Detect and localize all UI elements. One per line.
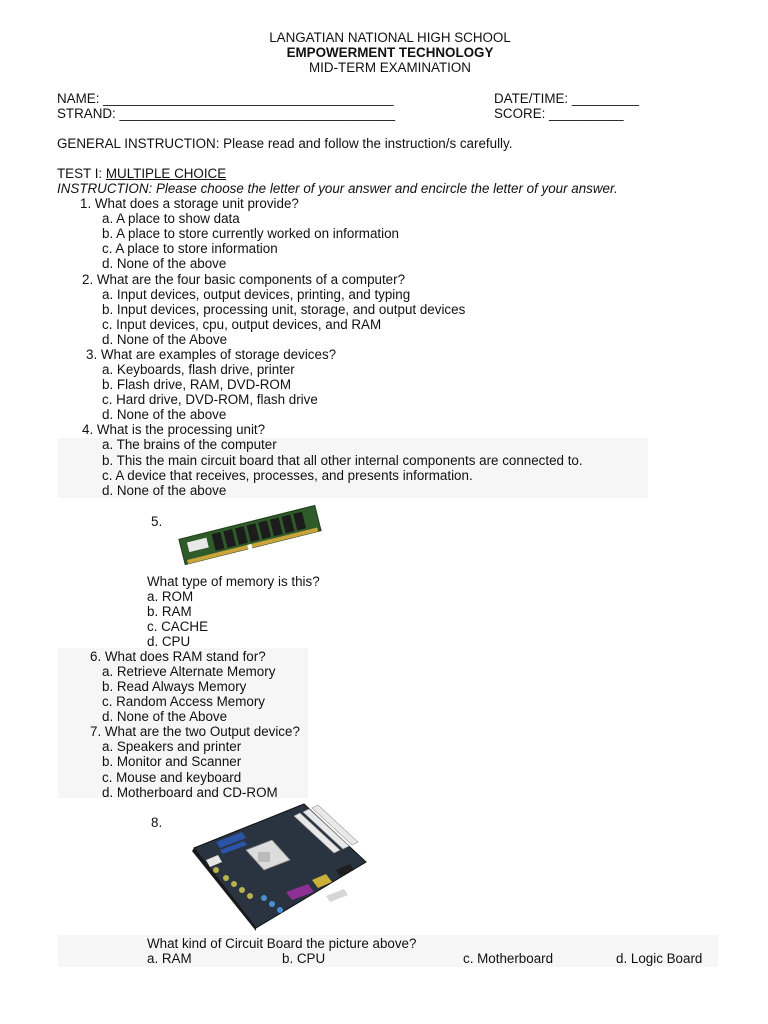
exam-title: MID-TERM EXAMINATION [309, 60, 471, 75]
option: c. Input devices, cpu, output devices, and RAM [102, 317, 382, 332]
option: a. Input devices, output devices, printing, and typing [102, 287, 411, 302]
option: c. Hard drive, DVD-ROM, flash drive [102, 392, 318, 407]
question-8: What kind of Circuit Board the picture above? [147, 936, 417, 951]
option: d. Motherboard and CD-ROM [102, 785, 278, 800]
option: b. This the main circuit board that all other internal components are connected to. [102, 453, 583, 468]
general-instruction: GENERAL INSTRUCTION: Please read and follow the instruction/s carefully. [57, 136, 513, 151]
option: b. CPU [282, 951, 326, 966]
test-instruction: INSTRUCTION: Please choose the letter of your answer and encircle the letter of your answer. [57, 181, 618, 196]
option: b. Read Always Memory [102, 679, 247, 694]
test-prefix: TEST I: [57, 166, 106, 181]
subject-title: EMPOWERMENT TECHNOLOGY [286, 45, 494, 60]
option: a. Keyboards, flash drive, printer [102, 362, 295, 377]
question-2: 2. What are the four basic components of a computer? [82, 272, 406, 287]
question-4: 4. What is the processing unit? [82, 422, 266, 437]
question-5-number: 5. [151, 514, 163, 529]
question-5: What type of memory is this? [147, 574, 320, 589]
ram-module-image [175, 500, 325, 570]
name-field: NAME: _______________________________________ [57, 91, 394, 106]
option: b. Flash drive, RAM, DVD-ROM [102, 377, 291, 392]
option: a. RAM [147, 951, 192, 966]
option: b. RAM [147, 604, 192, 619]
motherboard-image [186, 800, 372, 932]
option: c. Mouse and keyboard [102, 770, 242, 785]
option: a. The brains of the computer [102, 437, 277, 452]
option: b. Monitor and Scanner [102, 754, 242, 769]
option: c. Random Access Memory [102, 694, 265, 709]
option: d. None of the above [102, 483, 227, 498]
option: c. A place to store information [102, 241, 278, 256]
option: d. None of the Above [102, 709, 228, 724]
question-3: 3. What are examples of storage devices? [86, 347, 337, 362]
question-8-number: 8. [151, 815, 163, 830]
question-6: 6. What does RAM stand for? [90, 649, 266, 664]
strand-field: STRAND: _____________________________________ [57, 106, 396, 121]
option: c. A device that receives, processes, and presents information. [102, 468, 473, 483]
option: a. Speakers and printer [102, 739, 242, 754]
score-field: SCORE: __________ [494, 106, 624, 121]
option: d. None of the above [102, 407, 227, 422]
option: a. Retrieve Alternate Memory [102, 664, 276, 679]
question-7: 7. What are the two Output device? [90, 724, 300, 739]
option: c. CACHE [147, 619, 209, 634]
question-1: 1. What does a storage unit provide? [80, 196, 299, 211]
option: c. Motherboard [463, 951, 554, 966]
option: a. A place to show data [102, 211, 240, 226]
option: b. Input devices, processing unit, storage, and output devices [102, 302, 466, 317]
option: d. None of the above [102, 256, 227, 271]
test-heading [57, 166, 226, 181]
option: b. A place to store currently worked on information [102, 226, 399, 241]
school-name: LANGATIAN NATIONAL HIGH SCHOOL [269, 30, 511, 45]
option: d. Logic Board [616, 951, 703, 966]
datetime-field: DATE/TIME: _________ [494, 91, 639, 106]
option: a. ROM [147, 589, 194, 604]
option: d. CPU [147, 634, 191, 649]
option: d. None of the Above [102, 332, 228, 347]
test-title: MULTIPLE CHOICE [105, 166, 227, 181]
